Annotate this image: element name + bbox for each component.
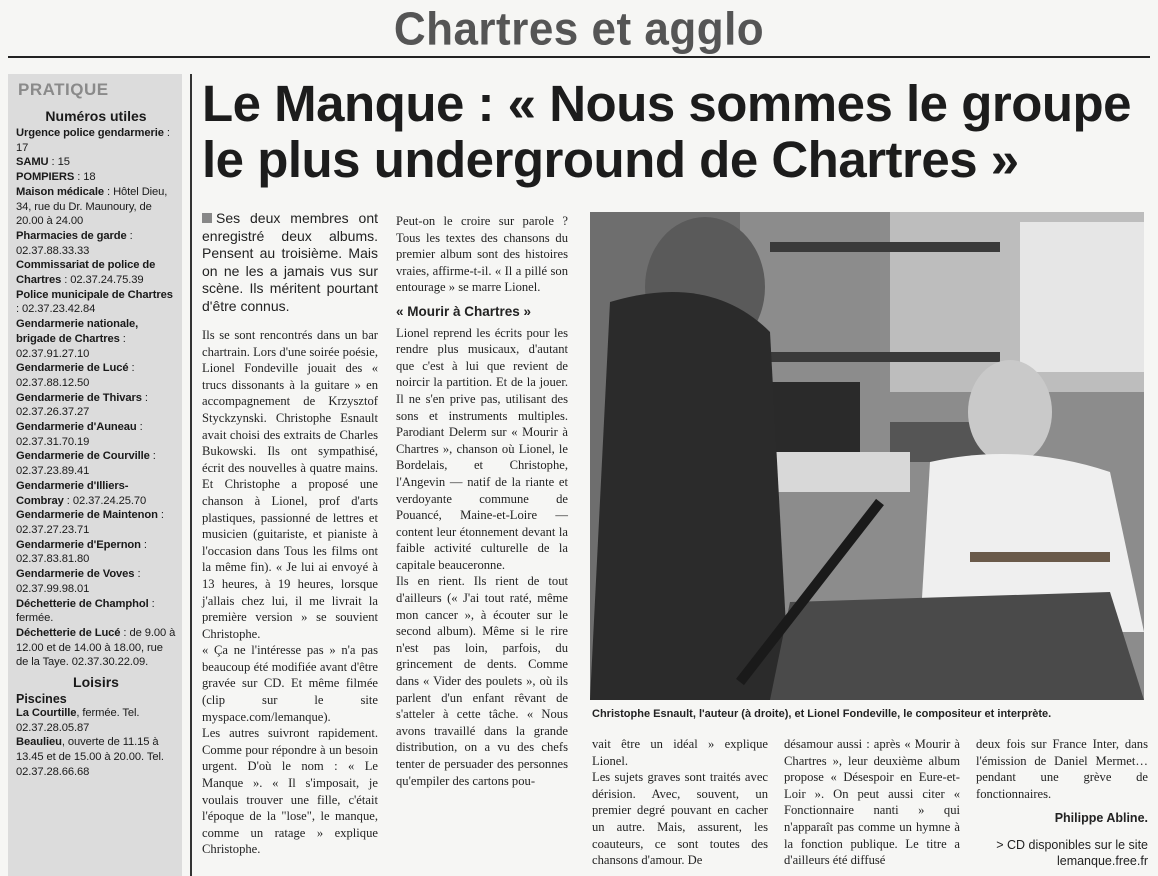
sidebar-kicker: PRATIQUE bbox=[18, 80, 109, 99]
paragraph: Lionel reprend les écrits pour les rendre plus musicaux, d'autant que c'est à lui que revient de noircir la partition. Et de la jouer. Il ne s'en prive pas, utilisant des sons et instruments multiples. Parodiant Delerm sur « Mourir à Chartres », chanson où Lionel, le Bordelais, et Christophe, l'Angevin — natif de la riante et verdoyante commune de Pouancé, Maine-et-Loire — content leur étonnement devant la faible activité culturelle de la capitale beauceronne. bbox=[396, 325, 568, 572]
sidebar-entry bbox=[16, 626, 176, 670]
top-rule bbox=[8, 56, 1150, 58]
photo-caption: Christophe Esnault, l'auteur (à droite), et Lionel Fondeville, le compositeur et interprète. bbox=[592, 708, 1052, 720]
entry-value: : 02.37.83.81.80 bbox=[16, 538, 147, 566]
column-2-top bbox=[396, 213, 568, 296]
cd-note: > CD disponibles sur le site lemanque.free.fr bbox=[996, 837, 1148, 868]
section-title: Chartres et agglo bbox=[393, 3, 765, 56]
sidebar-entry bbox=[16, 420, 176, 449]
entry-value: : 02.37.31.70.19 bbox=[16, 421, 143, 448]
signature: Philippe Abline. bbox=[1054, 811, 1148, 826]
entry-label: Gendarmerie de Voves bbox=[16, 568, 135, 581]
column-divider bbox=[190, 74, 192, 876]
column-4 bbox=[784, 736, 960, 869]
paragraph: désamour aussi : après « Mourir à Chartres », leur deuxième album propose « Désespoir en Eure-et-Loir ». On peut aussi citer « Fonctionnaire nanti » qui n'apparaît pas comme un hymne à la fonction publique. Le titre a d'ailleurs été diffusé bbox=[784, 737, 960, 868]
entry-label: POMPIERS bbox=[16, 171, 75, 184]
column-5-body bbox=[976, 736, 1148, 802]
entry-label: Pharmacies de garde bbox=[16, 229, 127, 242]
entry-value: : 02.37.23.89.41 bbox=[16, 450, 156, 478]
sidebar-pratique bbox=[8, 74, 182, 876]
sidebar-entries bbox=[16, 126, 176, 670]
entry-value: : 02.37.99.98.01 bbox=[16, 568, 141, 595]
paragraph: deux fois sur France Inter, dans l'émission de Daniel Mermet… pendant une grève de fonctionnaires. bbox=[976, 737, 1148, 801]
entry-value: , ouverte de 11.15 à 13.45 et de 15.00 à 20.00. Tel. 02.37.28.66.68 bbox=[16, 736, 164, 778]
entry-label: Gendarmerie nationale, brigade de Chartres bbox=[16, 318, 139, 345]
paragraph: Les sujets graves sont traités avec dérision. Avec, souvent, un premier degré pouvant en cacher un autre. Mais, assurent, les coauteurs, ce sont toutes des chansons d'amour. De bbox=[592, 770, 768, 868]
sidebar-entry bbox=[16, 229, 176, 258]
column-4-body bbox=[784, 736, 960, 869]
entry-label: Déchetterie de Lucé bbox=[16, 626, 121, 639]
sidebar-entry bbox=[16, 170, 176, 185]
sidebar-sub-piscines: Piscines bbox=[16, 692, 67, 707]
entry-label: Gendarmerie d'Epernon bbox=[16, 538, 141, 551]
sidebar-entry bbox=[16, 185, 176, 229]
entry-value: : 17 bbox=[16, 127, 170, 154]
entry-label: La Courtille bbox=[16, 707, 77, 720]
lede-text: Ses deux membres ont enregistré deux albums. Pensent au troisième. Mais on ne les a jamais vus sur scène. Ils méritent pourtant d'être connus. bbox=[202, 210, 378, 314]
bullet-square-icon bbox=[202, 213, 212, 223]
lede bbox=[202, 210, 378, 315]
headline: Le Manque : « Nous sommes le groupe le plus underground de Chartres » bbox=[202, 75, 1132, 188]
entry-value: : fermée. bbox=[16, 597, 155, 625]
entry-label: Gendarmerie d'Auneau bbox=[16, 421, 137, 434]
entry-value: : de 9.00 à 12.00 et de 14.00 à 18.00, rue de la Taye. 02.37.30.22.09. bbox=[16, 626, 176, 669]
sidebar-entry bbox=[16, 597, 176, 626]
entry-label: Commissariat de police de Chartres bbox=[16, 259, 156, 287]
entry-label: Maison médicale bbox=[16, 185, 105, 198]
entry-value: , fermée. Tel. 02.37.28.05.87 bbox=[16, 707, 140, 734]
sidebar-leisure bbox=[16, 706, 176, 780]
entry-label: SAMU bbox=[16, 156, 49, 169]
paragraph: Peut-on le croire sur parole ? Tous les textes des chansons du premier album sont des histoires vraies, affirme-t-il. « Il a pillé son entourage » se marre Lionel. bbox=[396, 214, 568, 295]
photo-illustration bbox=[590, 212, 1144, 700]
subhead-mourir: « Mourir à Chartres » bbox=[396, 303, 532, 319]
sidebar-entry bbox=[16, 361, 176, 390]
paragraph: Ils se sont rencontrés dans un bar chartrain. Lors d'une soirée poésie, Lionel Fondeville jouait des « trucs dissonants à la guitare » en accompagnement de Krzysztof Styckzynski. Christophe Esnault avait choisi des extraits de Charles Bukowski. Ils ont sympathisé, écrit des nouvelles à quatre mains. Et Christophe a proposé une chanson à Lionel, prof d'arts plastiques, passionné de lettres et musicien (guitariste, et pianiste à l'occasion dans Tous les films ont la même fin). « Je lui ai envoyé à 13 heures, à 19 heures, lorsque j'allais chez lui, il me livrait la première version » se souvient Christophe. bbox=[202, 328, 378, 641]
sidebar-entry bbox=[16, 538, 176, 567]
sidebar-entry bbox=[16, 126, 176, 155]
entry-value: : 02.37.26.37.27 bbox=[16, 391, 148, 419]
sidebar-heading: Numéros utiles bbox=[45, 108, 147, 124]
column-1 bbox=[202, 210, 378, 858]
entry-value: : 02.37.88.12.50 bbox=[16, 362, 135, 389]
entry-label: Gendarmerie d'Illiers-Combray bbox=[16, 479, 129, 507]
entry-value: : 02.37.24.75.39 bbox=[61, 274, 144, 287]
entry-value: : 02.37.88.33.33 bbox=[16, 229, 133, 257]
paragraph: vait être un idéal » explique Lionel. bbox=[592, 737, 768, 768]
entry-label: Gendarmerie de Courville bbox=[16, 450, 150, 463]
entry-value: : 02.37.27.23.71 bbox=[16, 509, 164, 536]
paragraph: « Ça ne l'intéresse pas » n'a pas beaucoup été modifiée avant d'être gravée sur CD. Et même filmée (clip sur le site myspace.com/lemanque). bbox=[202, 643, 378, 724]
photo-band-members bbox=[590, 212, 1144, 700]
entry-value: : Hôtel Dieu, 34, rue du Dr. Maunoury, de 20.00 à 24.00 bbox=[16, 185, 168, 228]
column-2-body bbox=[396, 325, 568, 790]
sidebar-entry bbox=[16, 479, 176, 508]
paragraph: Les autres suivront rapidement. Comme pour répondre à un besoin urgent. D'où le nom : « Le Manque ». « Il s'imposait, je voulais trouver une fille, c'était l'époque de la "lose", le manque, comme un ratage » explique Christophe. bbox=[202, 726, 378, 857]
entry-label: Urgence police gendarmerie bbox=[16, 127, 164, 139]
entry-value: : 02.37.91.27.10 bbox=[16, 332, 126, 360]
sidebar-heading-loisirs: Loisirs bbox=[73, 674, 119, 691]
column-2 bbox=[396, 213, 568, 789]
sidebar-entry bbox=[16, 567, 176, 596]
entry-label: Gendarmerie de Thivars bbox=[16, 391, 142, 404]
sidebar-entry bbox=[16, 317, 176, 361]
entry-label: Gendarmerie de Lucé bbox=[16, 362, 129, 375]
sidebar-entry bbox=[16, 735, 176, 779]
sidebar-entry bbox=[16, 449, 176, 478]
entry-value: : 02.37.24.25.70 bbox=[63, 494, 147, 507]
entry-label: Déchetterie de Champhol bbox=[16, 597, 149, 610]
sidebar-entry bbox=[16, 706, 176, 735]
entry-label: Gendarmerie de Maintenon bbox=[16, 509, 158, 522]
column-5 bbox=[976, 736, 1148, 869]
column-3 bbox=[592, 736, 768, 869]
entry-label: Police municipale de Chartres bbox=[16, 288, 173, 301]
entry-value: : 15 bbox=[48, 156, 70, 169]
sidebar-entry bbox=[16, 155, 176, 170]
column-3-body bbox=[592, 736, 768, 869]
paragraph: Ils en rient. Ils rient de tout d'ailleurs (« J'ai tout raté, même mon cancer », à écouter sur le second album). Même si le rire n'est pas loin, parfois, du grincement de dents. Comme dans « Vider des poulets », où ils parlent d'un enfant rêvant de s'atteler à cette tâche. « Nous avons travaillé dans la grande distribution, on a vu des chefs tenter de persuader des personnes qu'empiler des cartons pou- bbox=[396, 574, 568, 788]
column-1-body bbox=[202, 327, 378, 858]
entry-label: Beaulieu bbox=[16, 736, 62, 749]
sidebar-entry bbox=[16, 258, 176, 287]
entry-value: : 02.37.23.42.84 bbox=[16, 303, 96, 316]
sidebar-entry bbox=[16, 391, 176, 420]
sidebar-entry bbox=[16, 508, 176, 537]
sidebar-entry bbox=[16, 288, 176, 317]
entry-value: : 18 bbox=[74, 171, 96, 184]
